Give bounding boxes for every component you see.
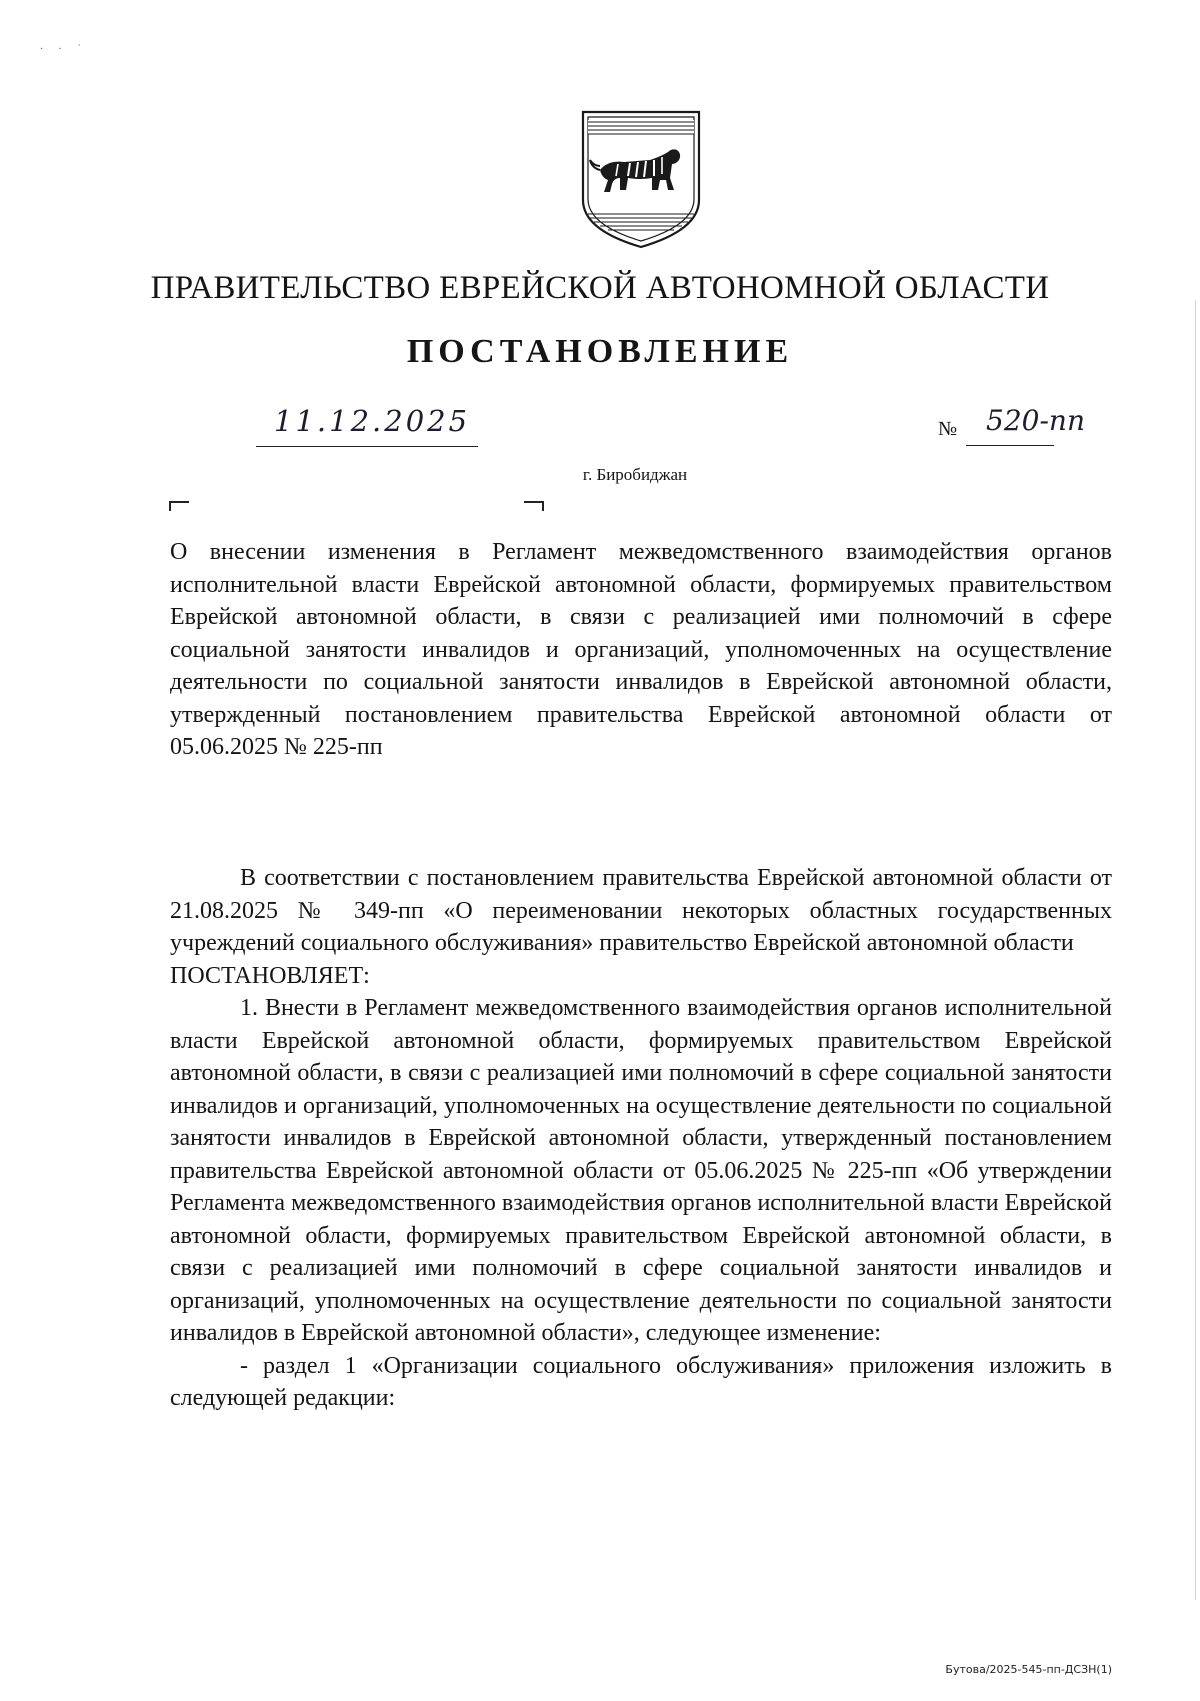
document-type-heading: ПОСТАНОВЛЕНИЕ <box>406 333 794 370</box>
handwritten-date: 11.12.2025 <box>274 404 471 438</box>
preamble-paragraph: В соответствии с постановлением правительства Еврейской автономной области от 21.08.2025 № 349-пп «О переименовании некоторых областных государственных учреждений социального обслуживания» правительство Еврейской автономной области <box>170 865 1112 956</box>
city-label: г. Биробиджан <box>582 465 688 484</box>
document-body <box>170 862 1112 1415</box>
resolves-heading: ПОСТАНОВЛЯЕТ: <box>170 962 370 989</box>
document-date-field <box>256 404 478 447</box>
left-bracket-mark <box>169 501 189 511</box>
government-title: ПРАВИТЕЛЬСТВО ЕВРЕЙСКОЙ АВТОНОМНОЙ ОБЛАСТИ <box>150 270 1050 306</box>
handwritten-number: 520-пп <box>986 404 1085 437</box>
coat-of-arms-icon <box>580 108 702 250</box>
item-1-paragraph: 1. Внести в Регламент межведомственного взаимодействия органов исполнительной власти Еврейской автономной области, формируемых правительством Еврейской автономной области, в связи с реализацией ими полномочий в сфере социальной занятости инвалидов и организаций, уполномоченных на осуществление деятельности по социальной занятости инвалидов в Еврейской автономной области, утвержденный постановлением правительства Еврейской автономной области от 05.06.2025 № 225-пп «Об утверждении Регламента межведомственного взаимодействия органов исполнительной власти Еврейской автономной области, формируемых правительством Еврейской автономной области, в связи с реализацией ими полномочий в сфере социальной занятости инвалидов и организаций, уполномоченных на осуществление деятельности по социальной занятости инвалидов в Еврейской автономной области», следующее изменение: <box>170 995 1112 1346</box>
footer-document-code: Бутова/2025-545-пп-ДСЗН(1) <box>945 1663 1112 1676</box>
document-subject: О внесении изменения в Регламент межведомственного взаимодействия органов исполнительной власти Еврейской автономной области, формируемых правительством Еврейской автономной области, в связи с реализацией ими полномочий в сфере социальной занятости инвалидов и организаций, уполномоченных на осуществление деятельности по социальной занятости инвалидов в Еврейской автономной области, утвержденный постановлением правительства Еврейской автономной области от 05.06.2025 № 225-пп <box>170 539 1112 760</box>
item-1-subparagraph: - раздел 1 «Организации социального обслуживания» приложения изложить в следующей редакции: <box>170 1352 1112 1411</box>
document-number-field <box>938 404 1113 446</box>
number-sign-label: № <box>938 418 958 440</box>
right-bracket-mark <box>524 501 544 511</box>
scan-artifact: · · ˙ <box>40 44 88 55</box>
scan-edge-line <box>1195 300 1196 1600</box>
number-underline <box>966 445 1054 446</box>
